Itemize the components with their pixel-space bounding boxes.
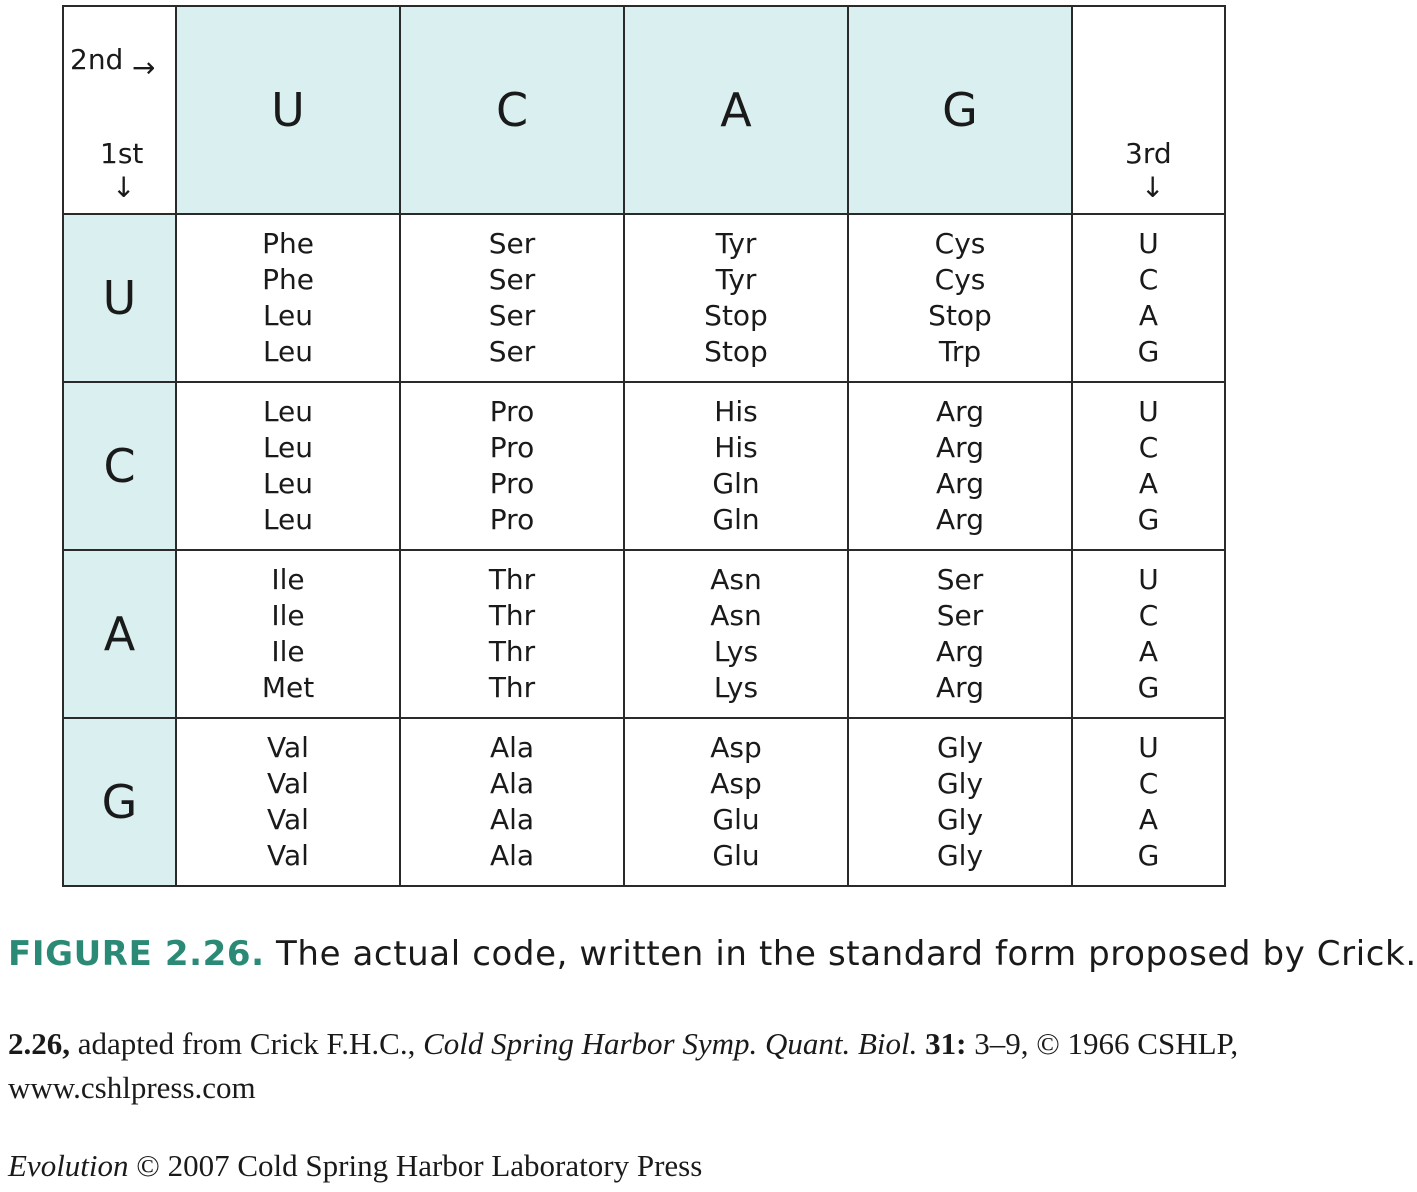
third-base: C [1138,767,1159,800]
second-position-label: 2nd [70,43,124,76]
amino-acid: Trp [938,335,982,368]
amino-acid: Ser [936,563,984,596]
arrow-down-icon: ↓ [1141,171,1165,204]
amino-acid: Thr [488,671,536,704]
arrow-down-icon: ↓ [112,171,136,204]
credit-space [917,1026,925,1061]
amino-acid: Val [267,731,309,764]
amino-acid-cell [400,550,624,718]
amino-acid: Leu [262,335,314,368]
third-base: G [1137,503,1160,536]
third-base: A [1138,803,1159,836]
amino-acid: Gly [936,839,984,872]
amino-acid-cell [400,382,624,550]
amino-acid: His [714,431,758,464]
amino-acid-cell [400,214,624,382]
amino-acid-cell [624,382,848,550]
copyright-line [8,1148,702,1184]
amino-acid: Asn [710,599,762,632]
amino-acid-cell [624,214,848,382]
amino-acid-cell [176,718,400,886]
first-base-label: A [63,550,176,718]
amino-acid: Stop [704,299,768,332]
amino-acid: Leu [262,431,314,464]
second-base-header: C [400,6,624,214]
amino-acid: Arg [936,467,984,500]
third-base: G [1137,671,1160,704]
amino-acid: Gly [936,803,984,836]
amino-acid: Leu [262,467,314,500]
amino-acid: Val [267,803,309,836]
third-position-header [1072,6,1225,214]
header-row [63,6,1225,214]
amino-acid: Leu [262,503,314,536]
credit-figure-number: 2.26, [8,1026,70,1061]
amino-acid-cell [624,550,848,718]
genetic-code-table [62,5,1226,887]
amino-acid: Asp [710,767,762,800]
amino-acid: Ser [488,299,536,332]
second-base-header: U [176,6,400,214]
caption-text: The actual code, written in the standard form proposed by Crick. [264,934,1417,974]
credit-text: adapted from Crick F.H.C., [70,1026,424,1061]
amino-acid: Ile [271,563,305,596]
amino-acid: Ser [488,263,536,296]
figure-caption [8,934,1417,974]
codon-row [63,550,1225,718]
first-base-label: G [63,718,176,886]
credit-volume: 31: [925,1026,967,1061]
amino-acid: Cys [934,227,986,260]
amino-acid: Stop [928,299,992,332]
amino-acid: Gly [936,767,984,800]
amino-acid: Pro [489,467,535,500]
source-credit [8,1022,1270,1110]
amino-acid: Gly [936,731,984,764]
amino-acid-cell [176,214,400,382]
amino-acid: Ile [271,599,305,632]
amino-acid: Tyr [715,263,757,296]
amino-acid: His [714,395,758,428]
corner-cell [63,6,176,214]
third-base: C [1138,599,1159,632]
amino-acid: Arg [936,671,984,704]
amino-acid: Phe [262,227,314,260]
third-base: U [1138,227,1159,260]
third-base: G [1137,839,1160,872]
third-base: A [1138,635,1159,668]
third-base: A [1138,299,1159,332]
amino-acid: Ala [489,731,535,764]
amino-acid: Thr [488,563,536,596]
amino-acid: Ala [489,767,535,800]
amino-acid-cell [176,550,400,718]
second-base-header: G [848,6,1072,214]
second-base-header: A [624,6,848,214]
third-base-cell [1072,718,1225,886]
amino-acid: Glu [712,839,760,872]
third-base: U [1138,395,1159,428]
amino-acid: Asp [710,731,762,764]
amino-acid-cell [400,718,624,886]
amino-acid: Leu [262,299,314,332]
amino-acid-cell [176,382,400,550]
amino-acid: Thr [488,635,536,668]
third-base: A [1138,467,1159,500]
amino-acid: Lys [713,671,759,704]
amino-acid: Asn [710,563,762,596]
amino-acid: Val [267,839,309,872]
amino-acid: Ser [488,227,536,260]
book-title: Evolution [8,1148,129,1183]
amino-acid: Stop [704,335,768,368]
amino-acid: Arg [936,635,984,668]
amino-acid: Gln [712,467,760,500]
arrow-right-icon: → [132,51,156,84]
amino-acid: Val [267,767,309,800]
third-base-cell [1072,382,1225,550]
copyright-text: © 2007 Cold Spring Harbor Laboratory Press [128,1148,703,1183]
amino-acid: Arg [936,503,984,536]
amino-acid: Ser [488,335,536,368]
amino-acid: Pro [489,395,535,428]
amino-acid: Tyr [715,227,757,260]
amino-acid: Ala [489,803,535,836]
amino-acid-cell [848,382,1072,550]
codon-row [63,382,1225,550]
amino-acid: Phe [262,263,314,296]
amino-acid: Thr [488,599,536,632]
amino-acid: Lys [713,635,759,668]
amino-acid: Ser [936,599,984,632]
third-base: C [1138,263,1159,296]
amino-acid: Pro [489,503,535,536]
third-base-cell [1072,550,1225,718]
amino-acid: Arg [936,431,984,464]
codon-row [63,718,1225,886]
amino-acid: Ile [271,635,305,668]
amino-acid: Ala [489,839,535,872]
third-base: C [1138,431,1159,464]
first-position-label: 1st [100,137,144,170]
third-base: U [1138,731,1159,764]
third-base-cell [1072,214,1225,382]
first-base-label: C [63,382,176,550]
amino-acid: Leu [262,395,314,428]
amino-acid-cell [624,718,848,886]
figure-label: FIGURE 2.26. [8,934,265,974]
amino-acid: Gln [712,503,760,536]
amino-acid: Met [261,671,315,704]
credit-journal: Cold Spring Harbor Symp. Quant. Biol. [423,1026,918,1061]
amino-acid: Arg [936,395,984,428]
first-base-label: U [63,214,176,382]
amino-acid: Pro [489,431,535,464]
amino-acid-cell [848,718,1072,886]
amino-acid: Cys [934,263,986,296]
third-base: G [1137,335,1160,368]
amino-acid-cell [848,214,1072,382]
amino-acid: Glu [712,803,760,836]
codon-row [63,214,1225,382]
credit-pages: 3–9, © 1966 CSHLP, www.cshlpress.com [8,1026,1239,1105]
third-position-label: 3rd [1125,137,1172,170]
amino-acid-cell [848,550,1072,718]
third-base: U [1138,563,1159,596]
